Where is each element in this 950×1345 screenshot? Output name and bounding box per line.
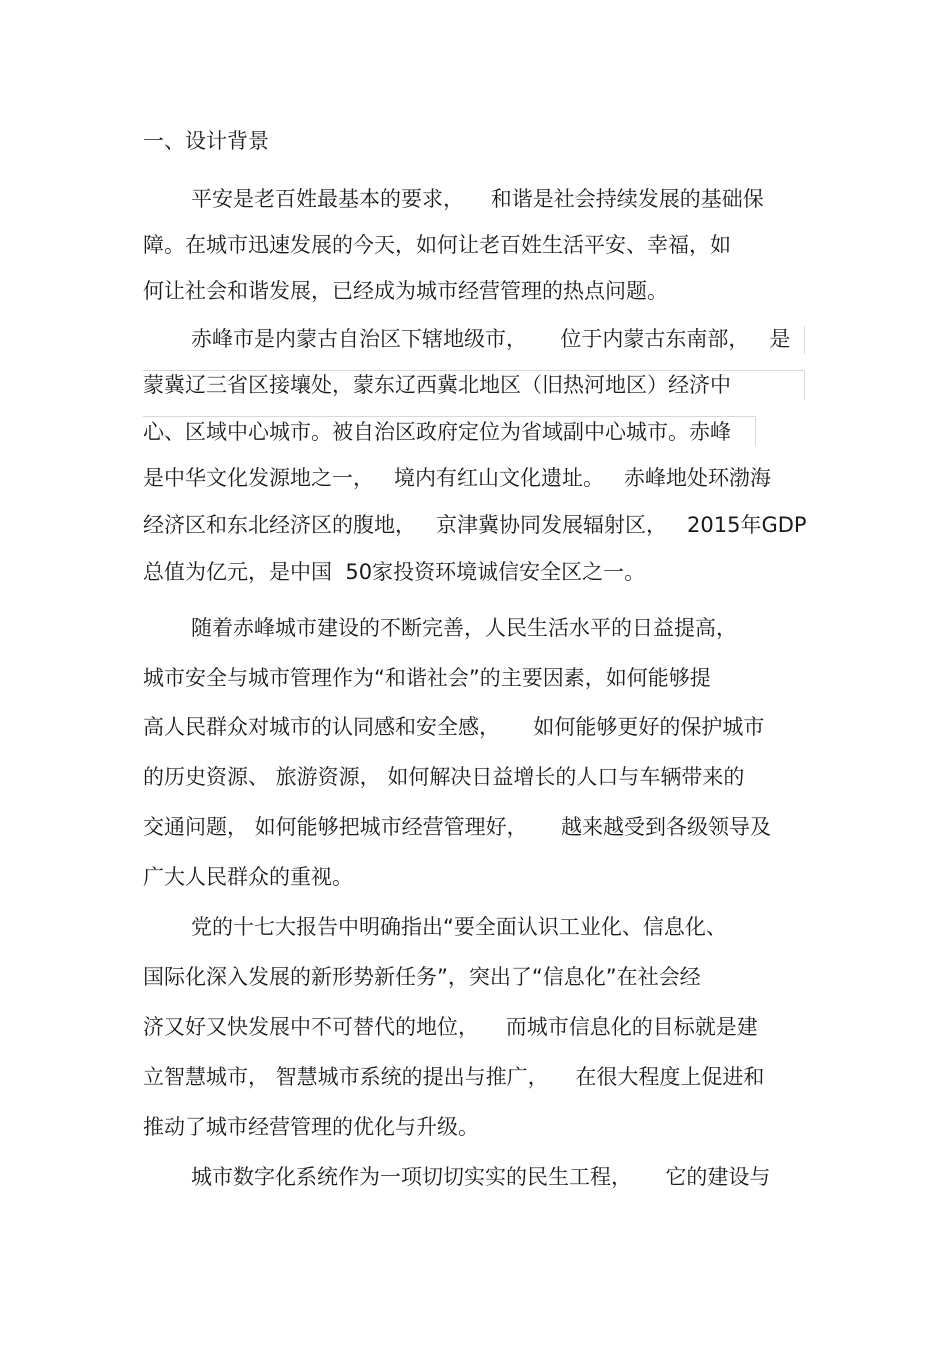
border-artifact	[804, 370, 805, 400]
paragraph-4-line-1: 党的十七大报告中明确指出“要全面认识工业化、信息化、	[191, 915, 727, 939]
paragraph-2-line-6: 总值为亿元，是中国 50家投资环境诚信安全区之一。	[143, 560, 646, 584]
paragraph-2-line-3: 心、区域中心城市。被自治区政府定位为省域副中心城市。赤峰	[143, 420, 731, 444]
paragraph-1-line-2: 障。在城市迅速发展的今天，如何让老百姓生活平安、幸福，如	[143, 233, 731, 257]
paragraph-4-line-4: 立智慧城市， 智慧城市系统的提出与推广， 在很大程度上促进和	[143, 1065, 765, 1089]
paragraph-3-line-2: 城市安全与城市管理作为“和谐社会”的主要因素，如何能够提	[143, 666, 711, 690]
paragraph-3-line-6: 广大人民群众的重视。	[143, 865, 353, 889]
paragraph-4-line-5: 推动了城市经营管理的优化与升级。	[143, 1115, 479, 1139]
paragraph-3-line-4: 的历史资源、 旅游资源， 如何解决日益增长的人口与车辆带来的	[143, 765, 745, 789]
border-artifact	[755, 416, 756, 446]
paragraph-3-line-3: 高人民群众对城市的认同感和安全感， 如何能够更好的保护城市	[143, 715, 765, 739]
paragraph-4-line-3: 济又好又快发展中不可替代的地位， 而城市信息化的目标就是建	[143, 1015, 758, 1039]
paragraph-5-line-1: 城市数字化系统作为一项切切实实的民生工程， 它的建设与	[191, 1165, 771, 1189]
paragraph-2-line-5: 经济区和东北经济区的腹地， 京津冀协同发展辐射区， 2015年GDP	[143, 513, 807, 537]
paragraph-2-line-1: 赤峰市是内蒙古自治区下辖地级市， 位于内蒙古东南部， 是	[191, 327, 791, 351]
paragraph-2-line-4: 是中华文化发源地之一， 境内有红山文化遗址。 赤峰地处环渤海	[143, 466, 772, 490]
paragraph-4-line-2: 国际化深入发展的新形势新任务”，突出了“信息化”在社会经	[143, 965, 701, 989]
border-artifact	[804, 326, 805, 354]
paragraph-2-line-2: 蒙冀辽三省区接壤处，蒙东辽西冀北地区（旧热河地区）经济中	[143, 373, 731, 397]
paragraph-3-line-5: 交通问题， 如何能够把城市经营管理好， 越来越受到各级领导及	[143, 815, 772, 839]
paragraph-1-line-1: 平安是老百姓最基本的要求， 和谐是社会持续发展的基础保	[191, 187, 764, 211]
paragraph-3-line-1: 随着赤峰城市建设的不断完善，人民生活水平的日益提高，	[191, 616, 737, 640]
paragraph-1-line-3: 何让社会和谐发展，已经成为城市经营管理的热点问题。	[143, 279, 668, 303]
section-heading: 一、设计背景	[143, 129, 269, 153]
